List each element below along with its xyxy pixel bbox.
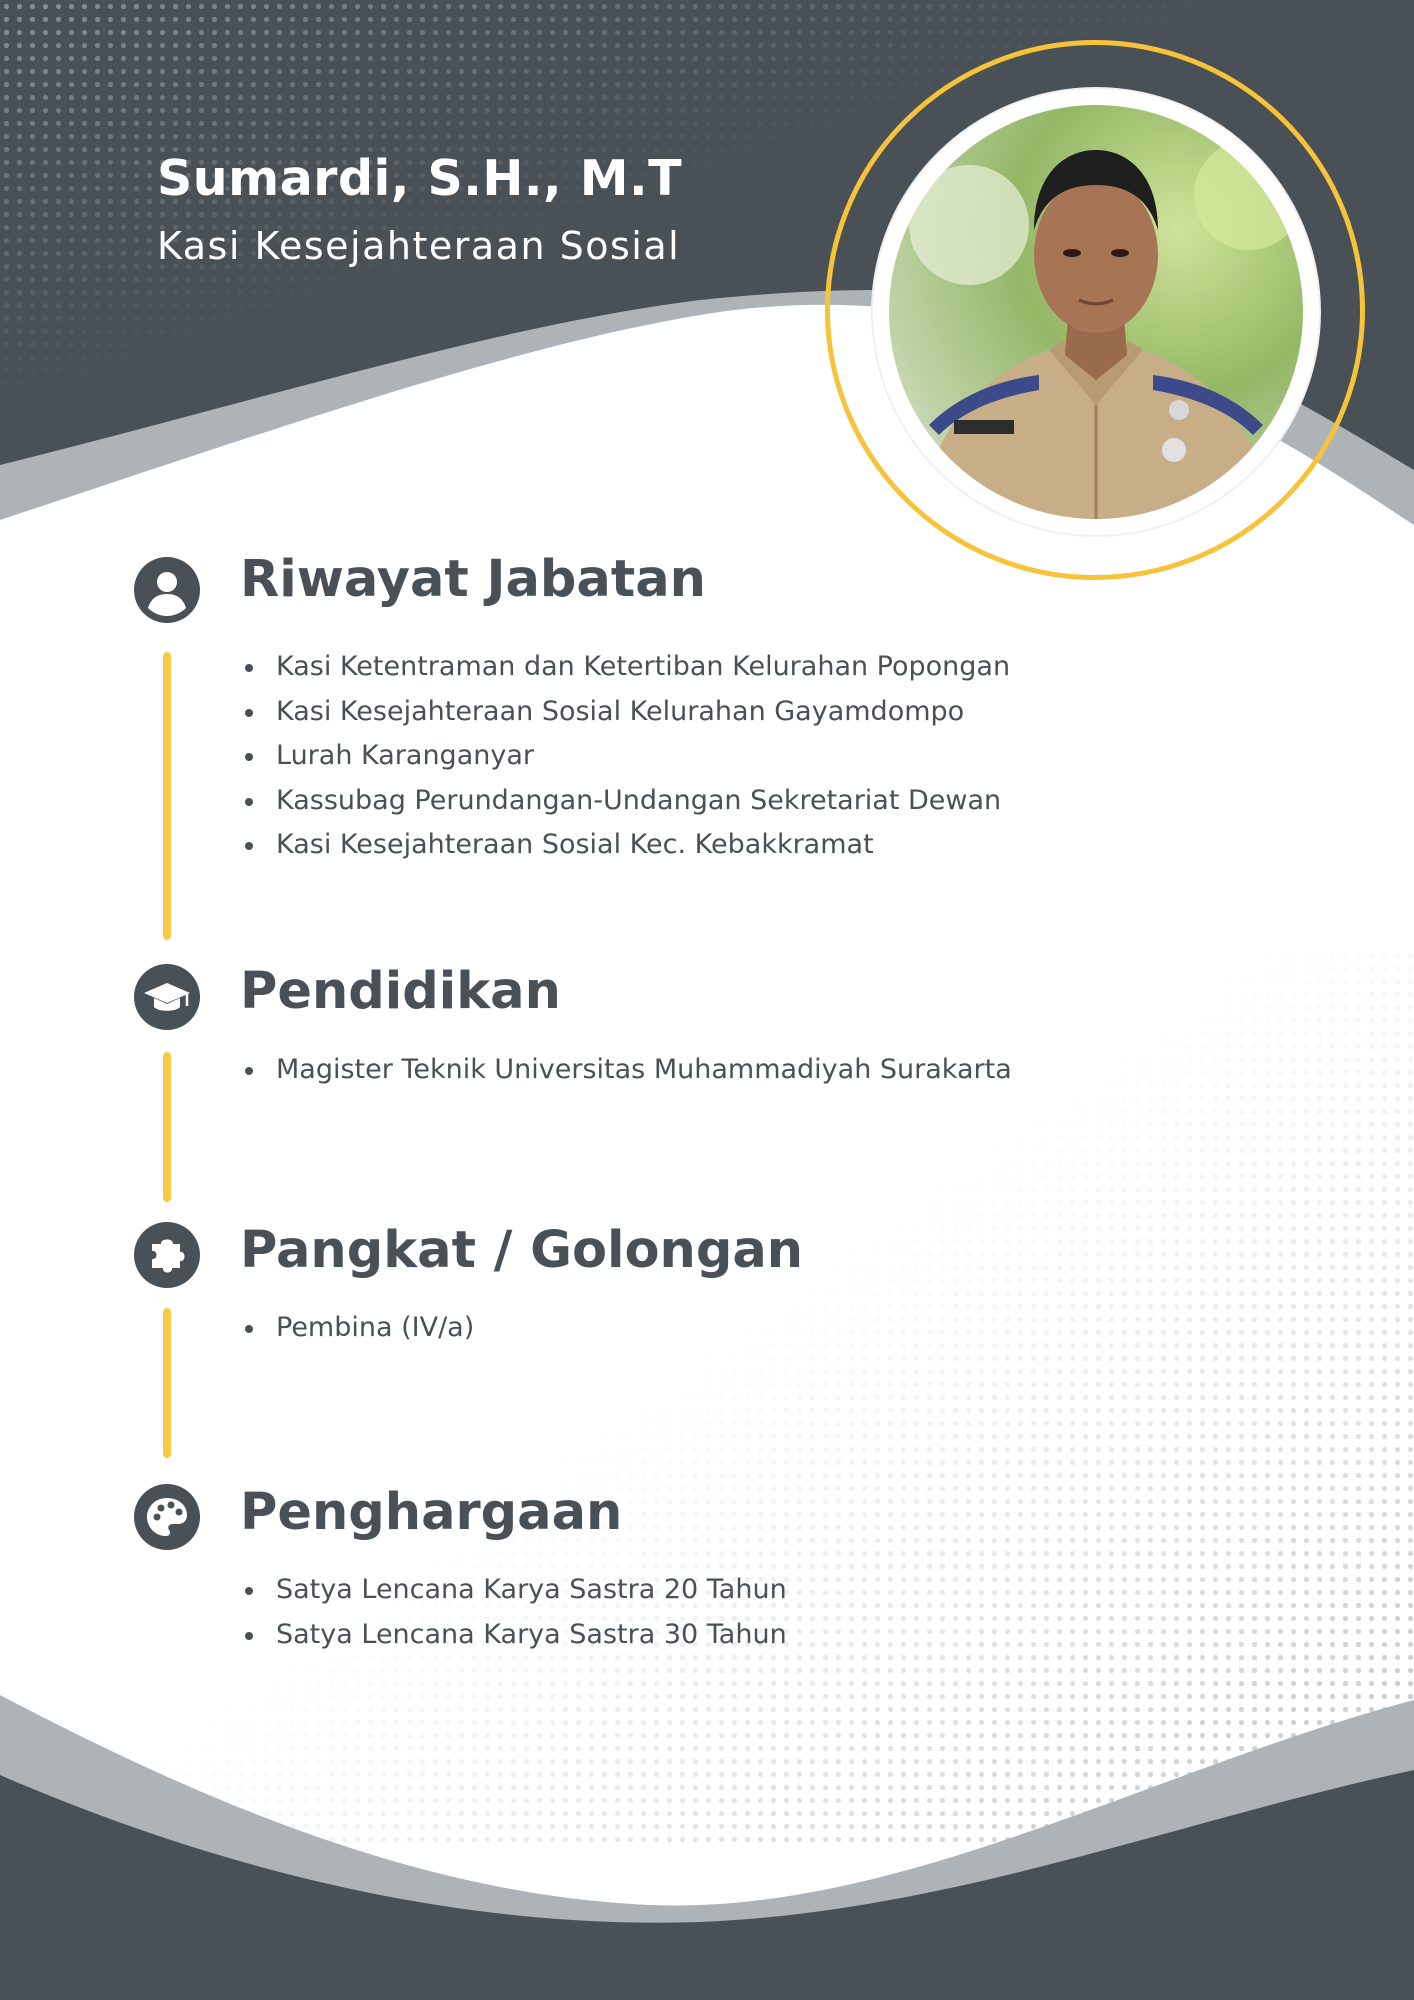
section-list-pangkat-golongan xyxy=(242,1306,474,1351)
user-icon xyxy=(134,557,200,623)
palette-icon xyxy=(134,1484,200,1550)
section-list-riwayat-jabatan xyxy=(242,645,1010,868)
profile-name: Sumardi, S.H., M.T xyxy=(157,150,683,207)
list-item: Satya Lencana Karya Sastra 30 Tahun xyxy=(242,1613,787,1658)
list-item: Satya Lencana Karya Sastra 20 Tahun xyxy=(242,1568,787,1613)
profile-position: Kasi Kesejahteraan Sosial xyxy=(157,224,681,268)
list-item: Pembina (IV/a) xyxy=(242,1306,474,1351)
profile-photo xyxy=(889,105,1303,519)
puzzle-icon xyxy=(134,1222,200,1288)
timeline-line xyxy=(163,1052,171,1202)
timeline-line xyxy=(163,1308,171,1458)
section-title-pendidikan: Pendidikan xyxy=(240,962,561,1021)
list-item: Lurah Karanganyar xyxy=(242,734,1010,779)
list-item: Kasi Kesejahteraan Sosial Kelurahan Gayamdompo xyxy=(242,690,1010,735)
timeline-line xyxy=(163,652,171,940)
list-item: Magister Teknik Universitas Muhammadiyah Surakarta xyxy=(242,1048,1012,1093)
list-item: Kasi Ketentraman dan Ketertiban Kelurahan Popongan xyxy=(242,645,1010,690)
section-title-penghargaan: Penghargaan xyxy=(240,1483,623,1542)
list-item: Kasi Kesejahteraan Sosial Kec. Kebakkramat xyxy=(242,823,1010,868)
list-item: Kassubag Perundangan-Undangan Sekretariat Dewan xyxy=(242,779,1010,824)
section-title-pangkat-golongan: Pangkat / Golongan xyxy=(240,1221,804,1280)
graduation-cap-icon xyxy=(134,964,200,1030)
section-list-penghargaan xyxy=(242,1568,787,1657)
section-title-riwayat-jabatan: Riwayat Jabatan xyxy=(240,550,706,609)
section-list-pendidikan xyxy=(242,1048,1012,1093)
